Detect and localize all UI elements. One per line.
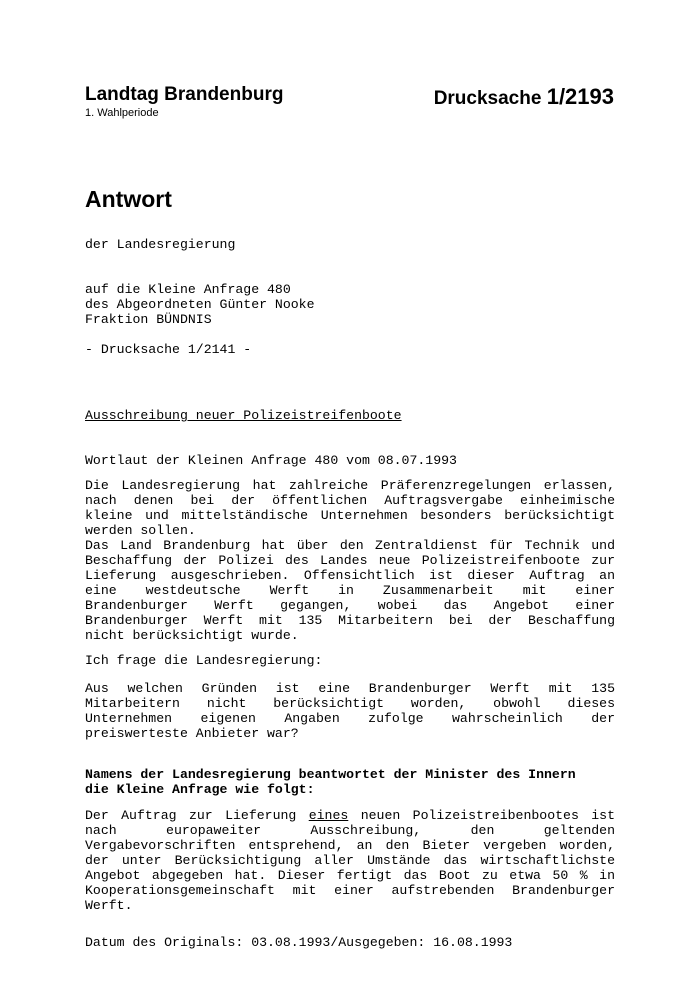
question-para3-line: Unternehmen eigenen Angaben zufolge wahrscheinlich der	[85, 711, 615, 726]
answer-line: Vergabevorschriften entsprehend, an den Bieter vergeben worden,	[85, 838, 615, 853]
document-label: Drucksache	[433, 88, 542, 109]
ask-line: Ich frage die Landesregierung:	[85, 653, 323, 668]
question-para2-line: Beschaffung der Polizei des Landes neue Polizeistreifenboote zur	[85, 553, 615, 568]
intro-line-3: des Abgeordneten Günter Nooke	[85, 297, 315, 312]
footer-dates: Datum des Originals: 03.08.1993/Ausgegeben: 16.08.1993	[85, 935, 513, 950]
document-number	[434, 84, 614, 110]
answer-line	[85, 808, 615, 823]
question-heading: Wortlaut der Kleinen Anfrage 480 vom 08.07.1993	[85, 453, 457, 468]
answer-line: der unter Berücksichtigung aller Umstände das wirtschaftlichste	[85, 853, 615, 868]
intro-line-1: der Landesregierung	[85, 237, 236, 252]
subject-text: Ausschreibung neuer Polizeistreifenboote	[85, 408, 402, 423]
question-para2-line: nicht berücksichtigt wurde.	[85, 628, 299, 643]
answer-line: Werft.	[85, 898, 133, 913]
answer-line: Angebot abgegeben hat. Dieser fertigt das Boot zu etwa 50 % in	[85, 868, 615, 883]
question-para1-line: Die Landesregierung hat zahlreiche Präferenzregelungen erlassen,	[85, 478, 615, 493]
question-para2-line: Das Land Brandenburg hat über den Zentraldienst für Technik und	[85, 538, 615, 553]
question-para2-line: Brandenburger Werft mit 135 Mitarbeitern bei der Beschaffung	[85, 613, 615, 628]
answer-emphasis: eines	[308, 808, 349, 823]
question-para2-line: Brandenburger Werft gegangen, wobei das Angebot einer	[85, 598, 615, 613]
document-number-value: 1/2193	[546, 84, 614, 109]
page-title: Antwort	[85, 186, 172, 212]
question-para2-line: eine westdeutsche Werft in Zusammenarbeit mit einer	[85, 583, 615, 598]
answer-heading-line: Namens der Landesregierung beantwortet der Minister des Innern	[85, 767, 576, 782]
intro-line-4: Fraktion BÜNDNIS	[85, 312, 212, 327]
subject-line	[85, 408, 615, 423]
election-period: 1. Wahlperiode	[85, 107, 159, 119]
intro-line-5: - Drucksache 1/2141 -	[85, 342, 252, 357]
parliament-name: Landtag Brandenburg	[85, 84, 284, 105]
question-para1-line: kleine und mittelständische Unternehmen besonders berücksichtigt	[85, 508, 615, 523]
question-para3-line: Mitarbeitern nicht berücksichtigt worden, obwohl dieses	[85, 696, 615, 711]
answer-line1-pre: Der Auftrag zur Lieferung	[85, 808, 309, 823]
answer-line: nach europaweiter Ausschreibung, den geltenden	[85, 823, 615, 838]
question-para3-line: preiswerteste Anbieter war?	[85, 726, 299, 741]
answer-line1-post: neuen Polizeistreibenbootes ist	[348, 808, 615, 823]
intro-line-2: auf die Kleine Anfrage 480	[85, 282, 291, 297]
answer-line: Kooperationsgemeinschaft mit einer aufstrebenden Brandenburger	[85, 883, 615, 898]
question-para1-line: nach denen bei der öffentlichen Auftragsvergabe einheimische	[85, 493, 615, 508]
question-para1-line: werden sollen.	[85, 523, 196, 538]
question-para3-line: Aus welchen Gründen ist eine Brandenburger Werft mit 135	[85, 681, 615, 696]
answer-heading-line: die Kleine Anfrage wie folgt:	[85, 782, 315, 797]
question-para2-line: Lieferung ausgeschrieben. Offensichtlich ist dieser Auftrag an	[85, 568, 615, 583]
